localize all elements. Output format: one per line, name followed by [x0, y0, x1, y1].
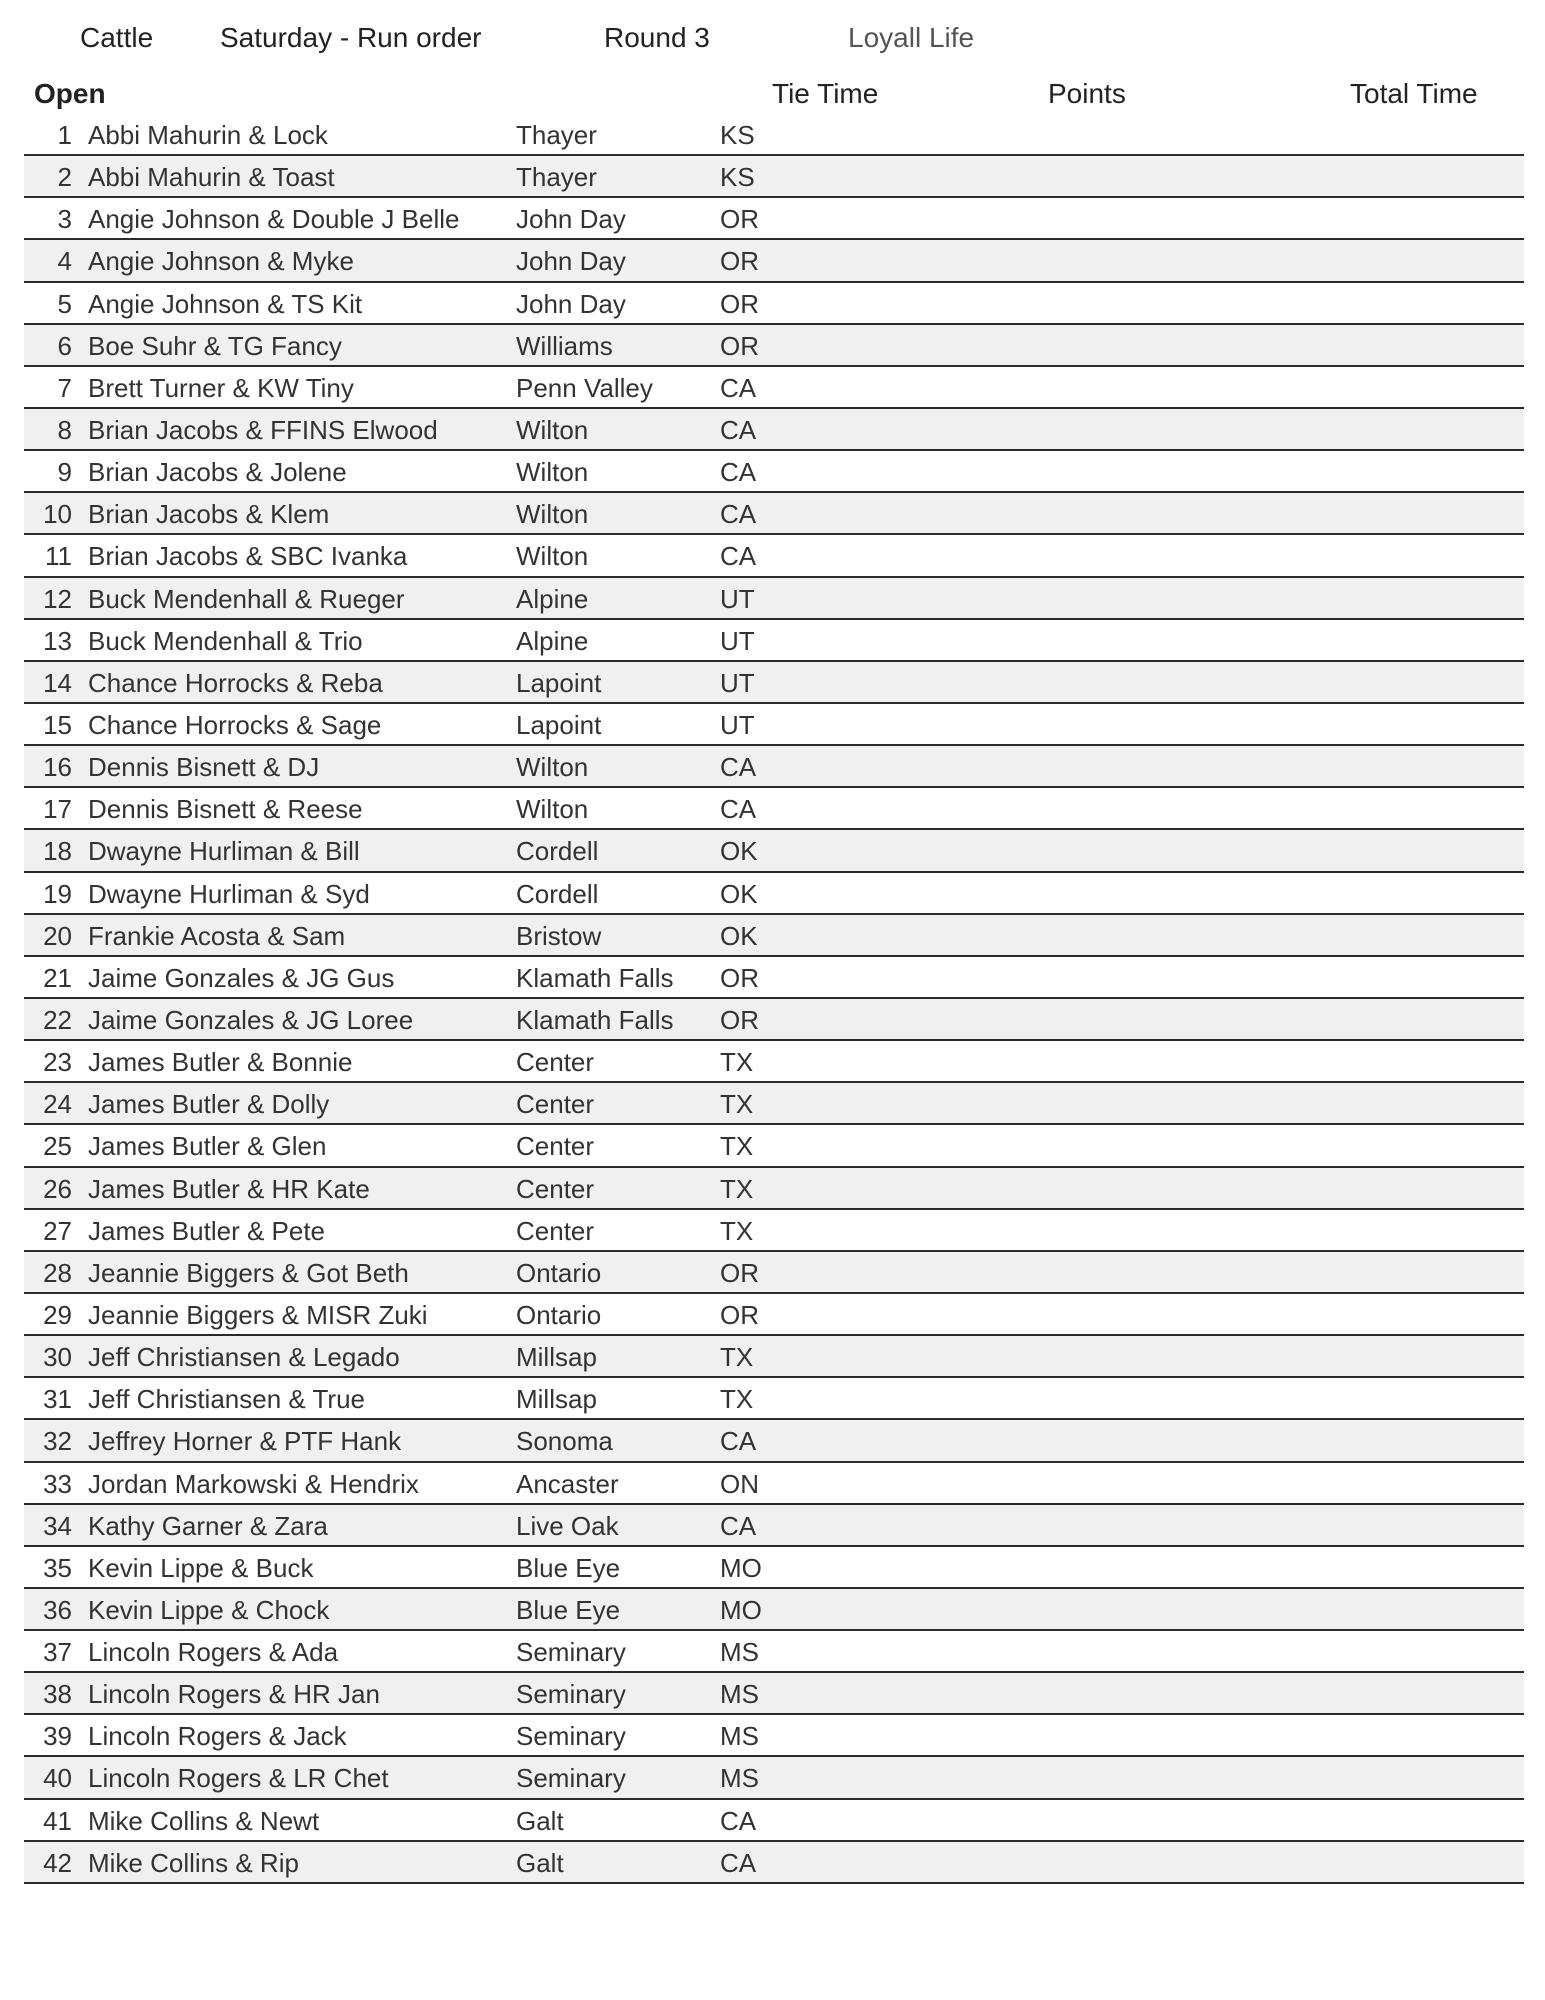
- city: Seminary: [516, 1763, 626, 1794]
- city: Ancaster: [516, 1468, 619, 1499]
- table-row: [24, 1800, 1524, 1842]
- city: Wilton: [516, 541, 589, 572]
- schedule-label: Saturday - Run order: [220, 22, 482, 53]
- competitor-name: Brian Jacobs & Jolene: [88, 457, 347, 488]
- competitor-name: Buck Mendenhall & Rueger: [88, 583, 405, 614]
- entry-number: 34: [43, 1510, 72, 1541]
- competitor-name: Jeff Christiansen & Legado: [88, 1342, 400, 1373]
- entry-number: 25: [43, 1131, 72, 1162]
- table-row: [24, 1083, 1524, 1125]
- state: MO: [720, 1594, 762, 1625]
- competitor-name: Jeff Christiansen & True: [88, 1384, 365, 1415]
- city: Center: [516, 1131, 595, 1162]
- competitor-name: Jordan Markowski & Hendrix: [88, 1468, 419, 1499]
- state: TX: [720, 1089, 754, 1120]
- table-row: [24, 662, 1524, 704]
- table-row: [24, 1294, 1524, 1336]
- table-row: [24, 746, 1524, 788]
- city: Klamath Falls: [516, 962, 674, 993]
- entry-number: 39: [43, 1721, 72, 1752]
- competitor-name: Buck Mendenhall & Trio: [88, 625, 363, 656]
- table-row: [24, 1420, 1524, 1462]
- entry-number: 40: [43, 1763, 72, 1794]
- table-row: [24, 1041, 1524, 1083]
- state: UT: [720, 625, 755, 656]
- entry-number: 4: [57, 246, 72, 277]
- entry-number: 35: [43, 1552, 72, 1583]
- table-row: [24, 1673, 1524, 1715]
- state: TX: [720, 1384, 754, 1415]
- table-row: [24, 1715, 1524, 1757]
- table-row: [24, 788, 1524, 830]
- city: Center: [516, 1173, 595, 1204]
- city: Center: [516, 1047, 595, 1078]
- competitor-name: Brian Jacobs & FFINS Elwood: [88, 414, 438, 445]
- table-row: [24, 1589, 1524, 1631]
- entry-number: 32: [43, 1426, 72, 1457]
- state: OR: [720, 1257, 759, 1288]
- city: Thayer: [516, 120, 597, 150]
- city: Galt: [516, 1805, 564, 1836]
- competitor-name: Jaime Gonzales & JG Loree: [88, 1004, 414, 1035]
- state: OR: [720, 1299, 759, 1330]
- state: TX: [720, 1215, 754, 1246]
- competitor-name: Lincoln Rogers & HR Jan: [88, 1679, 380, 1710]
- table-row: [24, 578, 1524, 620]
- city: Cordell: [516, 878, 599, 909]
- entry-number: 33: [43, 1468, 72, 1499]
- table-row: [24, 535, 1524, 577]
- competitor-name: Angie Johnson & Double J Belle: [88, 204, 460, 235]
- table-row: [24, 1463, 1524, 1505]
- state: MS: [720, 1637, 759, 1668]
- entry-number: 2: [57, 162, 72, 193]
- competitor-name: Dennis Bisnett & DJ: [88, 752, 320, 783]
- state: UT: [720, 709, 755, 740]
- entry-number: 5: [57, 288, 72, 319]
- competitor-name: Kevin Lippe & Buck: [88, 1552, 314, 1583]
- entry-number: 27: [43, 1215, 72, 1246]
- competitor-name: Angie Johnson & Myke: [88, 246, 354, 277]
- competitor-name: Dennis Bisnett & Reese: [88, 794, 363, 825]
- table-row: [24, 1252, 1524, 1294]
- state: UT: [720, 583, 755, 614]
- city: Lapoint: [516, 709, 602, 740]
- table-row: [24, 1336, 1524, 1378]
- entry-number: 20: [43, 920, 72, 951]
- table-row: [24, 451, 1524, 493]
- table-row: [24, 156, 1524, 198]
- competitor-name: Lincoln Rogers & Ada: [88, 1637, 339, 1668]
- state: TX: [720, 1342, 754, 1373]
- city: John Day: [516, 204, 626, 235]
- city: Live Oak: [516, 1510, 619, 1541]
- table-row: [24, 704, 1524, 746]
- competitor-name: Lincoln Rogers & LR Chet: [88, 1763, 389, 1794]
- state: CA: [720, 794, 757, 825]
- city: Wilton: [516, 457, 589, 488]
- state: OR: [720, 1004, 759, 1035]
- competitor-name: Brian Jacobs & Klem: [88, 499, 330, 530]
- table-row: [24, 1547, 1524, 1589]
- city: Seminary: [516, 1721, 626, 1752]
- state: OR: [720, 246, 759, 277]
- competitor-name: Lincoln Rogers & Jack: [88, 1721, 347, 1752]
- state: CA: [720, 1805, 757, 1836]
- city: Williams: [516, 330, 613, 361]
- competitor-name: Angie Johnson & TS Kit: [88, 288, 363, 319]
- entry-number: 24: [43, 1089, 72, 1120]
- table-row: [24, 325, 1524, 367]
- table-row: [24, 409, 1524, 451]
- state: TX: [720, 1173, 754, 1204]
- state: CA: [720, 1510, 757, 1541]
- city: Ontario: [516, 1299, 602, 1330]
- entry-number: 36: [43, 1594, 72, 1625]
- state: CA: [720, 499, 757, 530]
- table-row: [24, 1210, 1524, 1252]
- competitor-name: James Butler & Dolly: [88, 1089, 330, 1120]
- table-row: [24, 114, 1524, 156]
- entry-number: 8: [57, 414, 72, 445]
- competitor-name: Jeannie Biggers & MISR Zuki: [88, 1299, 428, 1330]
- tie-time-header: Tie Time: [772, 78, 879, 109]
- entry-number: 7: [57, 372, 72, 403]
- state: CA: [720, 457, 757, 488]
- state: CA: [720, 1847, 757, 1878]
- entry-number: 12: [43, 583, 72, 614]
- competitor-name: Jeffrey Horner & PTF Hank: [88, 1426, 402, 1457]
- competitor-name: Abbi Mahurin & Toast: [88, 162, 335, 193]
- table-row: [24, 240, 1524, 282]
- competitor-name: Dwayne Hurliman & Bill: [88, 836, 360, 867]
- entry-number: 6: [57, 330, 72, 361]
- run-order-table: [24, 114, 1524, 1884]
- city: Wilton: [516, 794, 589, 825]
- competitor-name: James Butler & HR Kate: [88, 1173, 370, 1204]
- city: Wilton: [516, 499, 589, 530]
- competitor-name: James Butler & Bonnie: [88, 1047, 353, 1078]
- table-row: [24, 1378, 1524, 1420]
- city: Ontario: [516, 1257, 602, 1288]
- state: OR: [720, 330, 759, 361]
- city: John Day: [516, 246, 626, 277]
- state: CA: [720, 414, 757, 445]
- table-row: [24, 1505, 1524, 1547]
- table-row: [24, 957, 1524, 999]
- entry-number: 15: [43, 709, 72, 740]
- entry-number: 9: [57, 457, 72, 488]
- competitor-name: James Butler & Glen: [88, 1131, 327, 1162]
- city: Blue Eye: [516, 1594, 621, 1625]
- entry-number: 31: [43, 1384, 72, 1415]
- competitor-name: Abbi Mahurin & Lock: [88, 120, 328, 150]
- state: OK: [720, 878, 758, 909]
- entry-number: 22: [43, 1004, 72, 1035]
- competitor-name: Chance Horrocks & Reba: [88, 667, 383, 698]
- entry-number: 30: [43, 1342, 72, 1373]
- venue-label: Loyall Life: [848, 22, 975, 53]
- table-row: [24, 367, 1524, 409]
- table-row: [24, 198, 1524, 240]
- table-row: [24, 830, 1524, 872]
- competitor-name: James Butler & Pete: [88, 1215, 325, 1246]
- state: OK: [720, 920, 758, 951]
- competitor-name: Brian Jacobs & SBC Ivanka: [88, 541, 408, 572]
- table-row: [24, 1125, 1524, 1167]
- state: ON: [720, 1468, 759, 1499]
- table-row: [24, 1757, 1524, 1799]
- competitor-name: Mike Collins & Newt: [88, 1805, 320, 1836]
- state: KS: [720, 162, 755, 193]
- state: UT: [720, 667, 755, 698]
- entry-number: 10: [43, 499, 72, 530]
- city: Alpine: [516, 625, 589, 656]
- entry-number: 1: [57, 120, 72, 150]
- competitor-name: Chance Horrocks & Sage: [88, 709, 382, 740]
- entry-number: 21: [43, 962, 72, 993]
- city: Penn Valley: [516, 372, 653, 403]
- table-row: [24, 999, 1524, 1041]
- city: Galt: [516, 1847, 564, 1878]
- entry-number: 38: [43, 1679, 72, 1710]
- state: OR: [720, 204, 759, 235]
- entry-number: 18: [43, 836, 72, 867]
- table-row: [24, 620, 1524, 662]
- competitor-name: Boe Suhr & TG Fancy: [88, 330, 342, 361]
- competitor-name: Dwayne Hurliman & Syd: [88, 878, 370, 909]
- competitor-name: Jaime Gonzales & JG Gus: [88, 962, 395, 993]
- state: CA: [720, 372, 757, 403]
- city: Bristow: [516, 920, 602, 951]
- entry-number: 19: [43, 878, 72, 909]
- points-header: Points: [1048, 78, 1126, 109]
- city: Center: [516, 1089, 595, 1120]
- entry-number: 29: [43, 1299, 72, 1330]
- table-row: [24, 493, 1524, 535]
- state: OR: [720, 288, 759, 319]
- state: TX: [720, 1131, 754, 1162]
- table-row: [24, 915, 1524, 957]
- state: MS: [720, 1679, 759, 1710]
- category-label: Cattle: [80, 22, 154, 53]
- city: Blue Eye: [516, 1552, 621, 1583]
- entry-number: 26: [43, 1173, 72, 1204]
- city: Millsap: [516, 1342, 597, 1373]
- city: Sonoma: [516, 1426, 613, 1457]
- city: Millsap: [516, 1384, 597, 1415]
- city: Seminary: [516, 1637, 626, 1668]
- city: Wilton: [516, 752, 589, 783]
- competitor-name: Brett Turner & KW Tiny: [88, 372, 354, 403]
- entry-number: 11: [45, 541, 72, 572]
- entry-number: 13: [43, 625, 72, 656]
- city: Cordell: [516, 836, 599, 867]
- table-row: [24, 1168, 1524, 1210]
- state: TX: [720, 1047, 754, 1078]
- state: MS: [720, 1721, 759, 1752]
- state: MS: [720, 1763, 759, 1794]
- table-row: [24, 1842, 1524, 1884]
- competitor-name: Frankie Acosta & Sam: [88, 920, 346, 951]
- state: CA: [720, 1426, 757, 1457]
- city: Wilton: [516, 414, 589, 445]
- state: OR: [720, 962, 759, 993]
- entry-number: 23: [43, 1047, 72, 1078]
- class-label: Open: [34, 78, 106, 109]
- entry-number: 41: [43, 1805, 72, 1836]
- city: Center: [516, 1215, 595, 1246]
- entry-number: 37: [43, 1637, 72, 1668]
- table-row: [24, 873, 1524, 915]
- total-time-header: Total Time: [1350, 78, 1478, 109]
- city: Seminary: [516, 1679, 626, 1710]
- competitor-name: Mike Collins & Rip: [88, 1847, 299, 1878]
- state: CA: [720, 752, 757, 783]
- entry-number: 17: [43, 794, 72, 825]
- table-row: [24, 1631, 1524, 1673]
- entry-number: 16: [43, 752, 72, 783]
- city: Lapoint: [516, 667, 602, 698]
- entry-number: 3: [57, 204, 72, 235]
- state: CA: [720, 541, 757, 572]
- entry-number: 14: [43, 667, 72, 698]
- state: MO: [720, 1552, 762, 1583]
- state: KS: [720, 120, 755, 150]
- state: OK: [720, 836, 758, 867]
- city: Alpine: [516, 583, 589, 614]
- round-label: Round 3: [604, 22, 710, 53]
- entry-number: 28: [43, 1257, 72, 1288]
- entry-number: 42: [43, 1847, 72, 1878]
- competitor-name: Kevin Lippe & Chock: [88, 1594, 330, 1625]
- city: Thayer: [516, 162, 597, 193]
- competitor-name: Jeannie Biggers & Got Beth: [88, 1257, 409, 1288]
- competitor-name: Kathy Garner & Zara: [88, 1510, 328, 1541]
- city: John Day: [516, 288, 626, 319]
- city: Klamath Falls: [516, 1004, 674, 1035]
- table-row: [24, 283, 1524, 325]
